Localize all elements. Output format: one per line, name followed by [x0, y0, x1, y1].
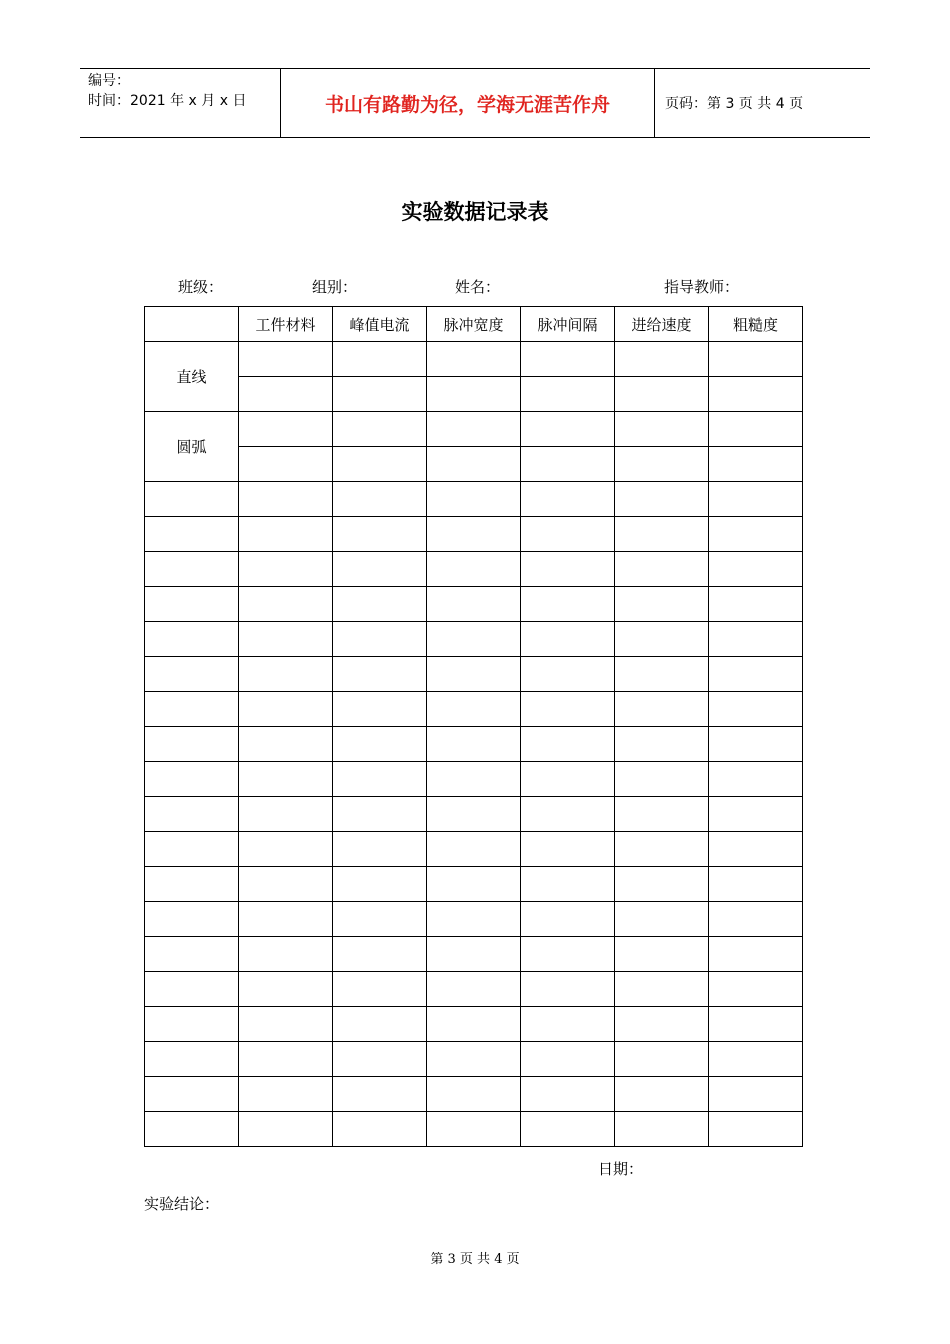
column-header: 峰值电流	[333, 307, 427, 342]
table-cell	[709, 622, 803, 657]
table-row	[145, 657, 803, 692]
table-cell	[333, 622, 427, 657]
table-row	[145, 762, 803, 797]
table-cell	[615, 867, 709, 902]
column-header: 脉冲宽度	[427, 307, 521, 342]
group-label: 组别：	[312, 278, 358, 296]
table-cell	[709, 482, 803, 517]
table-cell	[145, 1077, 239, 1112]
table-cell	[333, 902, 427, 937]
table-cell	[521, 1042, 615, 1077]
table-row	[145, 342, 803, 377]
table-cell	[615, 587, 709, 622]
table-cell	[521, 867, 615, 902]
table-cell	[521, 1077, 615, 1112]
table-row	[145, 552, 803, 587]
table-cell	[145, 762, 239, 797]
page-title: 实验数据记录表	[401, 200, 549, 224]
table-cell	[709, 1112, 803, 1147]
table-row	[145, 867, 803, 902]
table-cell	[427, 622, 521, 657]
table-cell	[709, 902, 803, 937]
header-page-number: 页码：第 3 页 共 4 页	[665, 96, 804, 112]
table-row	[145, 587, 803, 622]
table-cell	[333, 727, 427, 762]
teacher-label: 指导教师：	[664, 278, 740, 296]
table-cell	[239, 622, 333, 657]
table-cell	[333, 972, 427, 1007]
table-cell	[427, 342, 521, 377]
table-cell	[709, 412, 803, 447]
table-row	[145, 1112, 803, 1147]
table-cell	[709, 1042, 803, 1077]
table-row	[145, 692, 803, 727]
table-cell	[333, 587, 427, 622]
table-cell	[333, 1112, 427, 1147]
table-cell	[427, 692, 521, 727]
table-cell	[615, 482, 709, 517]
table-cell	[145, 1112, 239, 1147]
table-cell	[615, 797, 709, 832]
table-cell	[145, 727, 239, 762]
table-cell	[145, 1042, 239, 1077]
table-cell	[239, 517, 333, 552]
table-cell	[239, 692, 333, 727]
table-cell	[615, 832, 709, 867]
table-cell	[427, 587, 521, 622]
table-cell	[427, 1112, 521, 1147]
table-cell	[615, 622, 709, 657]
table-cell	[709, 447, 803, 482]
table-row	[145, 972, 803, 1007]
table-cell	[427, 902, 521, 937]
table-row	[145, 727, 803, 762]
table-cell	[709, 552, 803, 587]
table-cell	[521, 972, 615, 1007]
class-label: 班级：	[178, 278, 224, 296]
table-cell	[709, 832, 803, 867]
table-cell	[239, 1042, 333, 1077]
table-cell	[333, 657, 427, 692]
table-cell	[145, 587, 239, 622]
table-cell	[239, 832, 333, 867]
table-cell	[333, 692, 427, 727]
table-cell	[427, 412, 521, 447]
table-cell	[521, 377, 615, 412]
table-cell	[427, 972, 521, 1007]
table-row	[145, 447, 803, 482]
table-cell	[709, 867, 803, 902]
table-row	[145, 832, 803, 867]
table-cell	[709, 1077, 803, 1112]
table-cell	[333, 937, 427, 972]
table-cell	[145, 867, 239, 902]
table-cell	[427, 867, 521, 902]
table-cell	[333, 832, 427, 867]
column-header: 脉冲间隔	[521, 307, 615, 342]
table-cell	[709, 657, 803, 692]
table-cell	[615, 762, 709, 797]
table-cell	[239, 867, 333, 902]
table-cell	[615, 1042, 709, 1077]
table-cell	[521, 727, 615, 762]
table-cell	[145, 552, 239, 587]
table-cell	[521, 482, 615, 517]
table-cell	[427, 1042, 521, 1077]
table-cell	[427, 832, 521, 867]
table-cell	[615, 937, 709, 972]
table-cell	[145, 902, 239, 937]
table-row	[145, 377, 803, 412]
table-row	[145, 937, 803, 972]
table-cell	[145, 797, 239, 832]
table-cell	[709, 727, 803, 762]
table-cell	[145, 1007, 239, 1042]
table-row	[145, 797, 803, 832]
table-cell	[239, 552, 333, 587]
table-cell	[615, 972, 709, 1007]
table-cell	[239, 727, 333, 762]
table-cell	[709, 972, 803, 1007]
table-cell	[239, 762, 333, 797]
table-cell	[427, 727, 521, 762]
table-cell	[615, 727, 709, 762]
table-cell	[709, 342, 803, 377]
table-cell	[615, 692, 709, 727]
table-cell	[239, 902, 333, 937]
page-header	[80, 68, 870, 138]
table-cell	[333, 447, 427, 482]
header-motto: 书山有路勤为径，学海无涯苦作舟	[280, 69, 655, 137]
table-cell	[709, 797, 803, 832]
table-cell	[239, 342, 333, 377]
table-cell	[239, 1077, 333, 1112]
table-row	[145, 1042, 803, 1077]
table-cell	[521, 412, 615, 447]
table-cell	[427, 447, 521, 482]
table-cell	[333, 1042, 427, 1077]
table-cell	[333, 1007, 427, 1042]
table-header-row	[145, 307, 803, 342]
table-cell	[427, 1077, 521, 1112]
table-row	[145, 517, 803, 552]
table-row	[145, 622, 803, 657]
table-cell	[709, 762, 803, 797]
table-cell	[427, 762, 521, 797]
table-cell	[239, 1007, 333, 1042]
table-cell	[239, 937, 333, 972]
table-cell	[145, 937, 239, 972]
table-cell	[615, 377, 709, 412]
table-cell	[333, 342, 427, 377]
table-row	[145, 902, 803, 937]
table-cell	[333, 412, 427, 447]
name-label: 姓名：	[455, 278, 501, 296]
table-row	[145, 482, 803, 517]
table-cell	[145, 832, 239, 867]
table-cell	[615, 447, 709, 482]
table-cell	[521, 937, 615, 972]
table-cell	[239, 412, 333, 447]
table-cell	[145, 517, 239, 552]
table-cell	[615, 1112, 709, 1147]
table-cell	[521, 342, 615, 377]
table-cell	[239, 1112, 333, 1147]
table-cell	[615, 517, 709, 552]
table-cell	[145, 692, 239, 727]
table-cell	[239, 972, 333, 1007]
table-cell	[521, 1112, 615, 1147]
table-cell	[709, 377, 803, 412]
table-cell	[709, 692, 803, 727]
table-cell	[333, 482, 427, 517]
time-label: 时间：2021 年 x 月 x 日	[88, 93, 247, 109]
table-cell	[521, 692, 615, 727]
table-cell	[615, 412, 709, 447]
page-footer: 第 3 页 共 4 页	[430, 1252, 520, 1267]
data-table	[144, 306, 803, 1147]
table-cell	[521, 762, 615, 797]
table-cell	[333, 552, 427, 587]
table-cell	[427, 937, 521, 972]
table-cell	[239, 482, 333, 517]
table-cell	[333, 762, 427, 797]
table-cell	[521, 622, 615, 657]
column-header: 工件材料	[239, 307, 333, 342]
table-cell	[145, 972, 239, 1007]
table-cell	[239, 377, 333, 412]
table-cell	[239, 797, 333, 832]
table-row	[145, 1007, 803, 1042]
number-label: 编号：	[88, 73, 130, 89]
table-cell	[239, 447, 333, 482]
table-cell	[427, 517, 521, 552]
table-cell	[521, 832, 615, 867]
table-cell	[333, 1077, 427, 1112]
table-cell	[521, 902, 615, 937]
table-cell	[521, 797, 615, 832]
table-cell	[521, 657, 615, 692]
header-meta	[80, 69, 288, 139]
table-cell	[145, 657, 239, 692]
table-cell	[615, 552, 709, 587]
table-cell	[521, 447, 615, 482]
table-cell	[615, 342, 709, 377]
table-cell	[145, 622, 239, 657]
table-row	[145, 412, 803, 447]
table-cell	[521, 552, 615, 587]
table-row	[145, 1077, 803, 1112]
table-cell	[333, 797, 427, 832]
table-cell	[145, 482, 239, 517]
column-header: 进给速度	[615, 307, 709, 342]
table-cell	[427, 657, 521, 692]
table-cell	[521, 587, 615, 622]
table-cell	[427, 797, 521, 832]
table-cell	[427, 482, 521, 517]
table-cell	[615, 902, 709, 937]
conclusion-label: 实验结论：	[144, 1195, 220, 1213]
table-cell	[615, 657, 709, 692]
table-cell	[333, 517, 427, 552]
table-cell	[709, 587, 803, 622]
date-label: 日期：	[598, 1160, 644, 1178]
row-group-label: 直线	[145, 342, 239, 412]
table-cell	[709, 517, 803, 552]
table-cell	[239, 587, 333, 622]
table-cell	[333, 377, 427, 412]
table-cell	[427, 377, 521, 412]
table-cell	[521, 517, 615, 552]
table-cell	[709, 937, 803, 972]
table-cell	[521, 1007, 615, 1042]
table-cell	[239, 657, 333, 692]
table-cell	[427, 552, 521, 587]
table-cell	[709, 1007, 803, 1042]
row-group-label: 圆弧	[145, 412, 239, 482]
header-corner-cell	[145, 307, 239, 342]
table-cell	[333, 867, 427, 902]
column-header: 粗糙度	[709, 307, 803, 342]
table-cell	[427, 1007, 521, 1042]
table-cell	[615, 1007, 709, 1042]
table-cell	[615, 1077, 709, 1112]
